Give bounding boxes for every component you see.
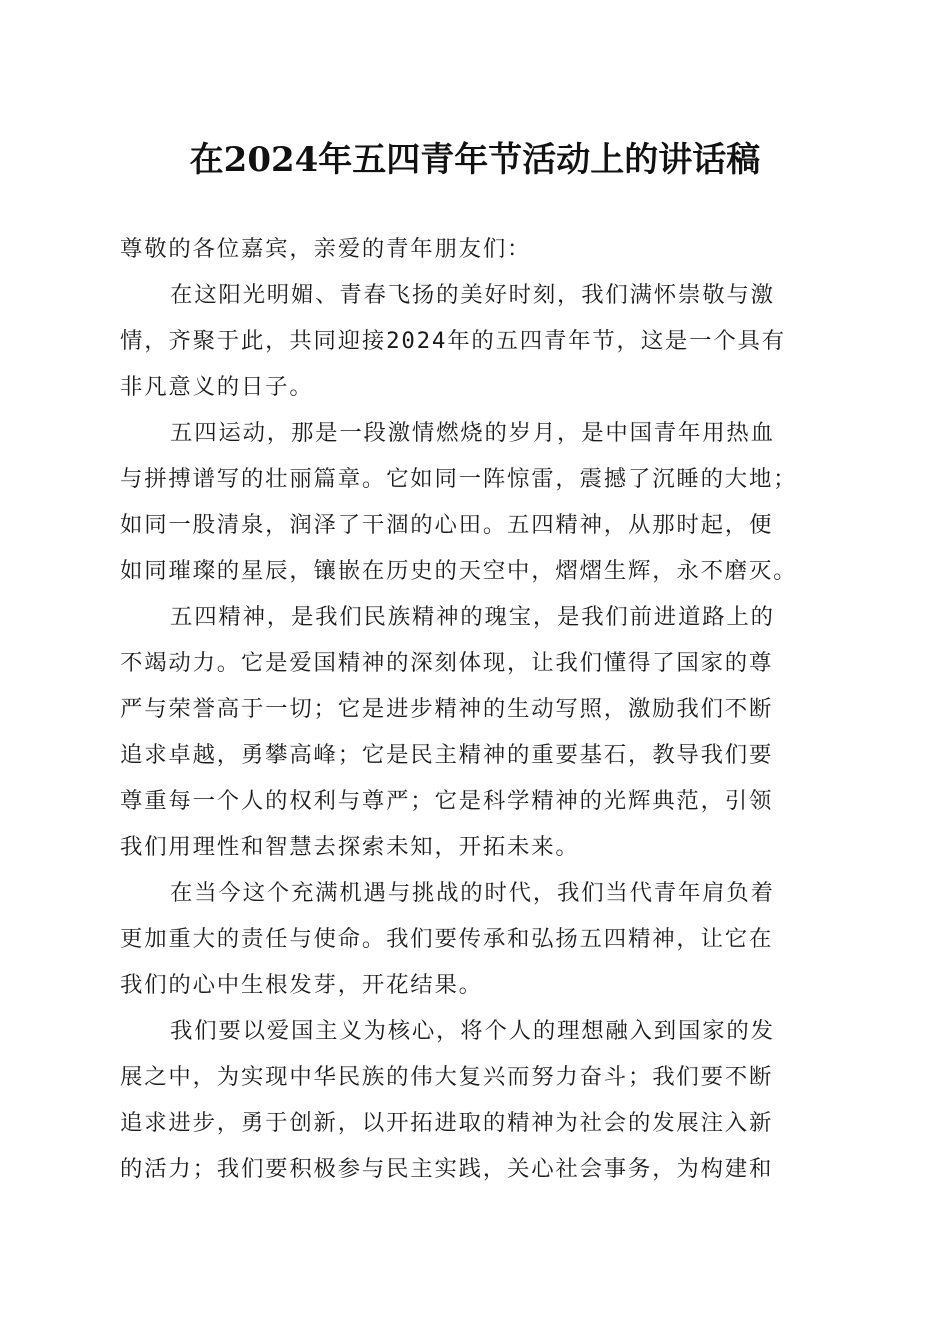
paragraph-2-line-3: 如同一股清泉，润泽了干涸的心田。五四精神，从那时起，便 [120, 512, 774, 538]
paragraph-5-line-1: 我们要以爱国主义为核心，将个人的理想融入到国家的发 [170, 1018, 775, 1044]
paragraph-3-line-4: 追求卓越，勇攀高峰；它是民主精神的重要基石，教导我们要 [120, 742, 774, 768]
paragraph-1-line-1: 在这阳光明媚、青春飞扬的美好时刻，我们满怀崇敬与激 [170, 282, 775, 308]
salutation: 尊敬的各位嘉宾，亲爱的青年朋友们： [120, 236, 532, 262]
paragraph-2-line-4: 如同璀璨的星辰，镶嵌在历史的天空中，熠熠生辉，永不磨灭。 [120, 558, 798, 584]
paragraph-3-line-2: 不竭动力。它是爱国精神的深刻体现，让我们懂得了国家的尊 [120, 650, 774, 676]
paragraph-2-line-1: 五四运动，那是一段激情燃烧的岁月，是中国青年用热血 [170, 420, 775, 446]
paragraph-4-line-2: 更加重大的责任与使命。我们要传承和弘扬五四精神，让它在 [120, 926, 774, 952]
paragraph-4-line-1: 在当今这个充满机遇与挑战的时代，我们当代青年肩负着 [170, 880, 775, 906]
paragraph-4-line-3: 我们的心中生根发芽，开花结果。 [120, 972, 483, 998]
page-title: 在2024年五四青年节活动上的讲话稿 [189, 140, 761, 180]
paragraph-5-line-3: 追求进步，勇于创新，以开拓进取的精神为社会的发展注入新 [120, 1110, 774, 1136]
paragraph-1-line-3: 非凡意义的日子。 [120, 374, 314, 400]
paragraph-2-line-2: 与拼搏谱写的壮丽篇章。它如同一阵惊雷，震撼了沉睡的大地； [120, 466, 798, 492]
paragraph-3-line-3: 严与荣誉高于一切；它是进步精神的生动写照，激励我们不断 [120, 696, 774, 722]
paragraph-1-line-2: 情，齐聚于此，共同迎接2024年的五四青年节，这是一个具有 [120, 328, 786, 354]
document-body [120, 226, 832, 1192]
paragraph-3-line-1: 五四精神，是我们民族精神的瑰宝，是我们前进道路上的 [170, 604, 775, 630]
paragraph-3-line-5: 尊重每一个人的权利与尊严；它是科学精神的光辉典范，引领 [120, 788, 774, 814]
paragraph-5-line-2: 展之中，为实现中华民族的伟大复兴而努力奋斗；我们要不断 [120, 1064, 774, 1090]
paragraph-3-line-6: 我们用理性和智慧去探索未知，开拓未来。 [120, 834, 580, 860]
paragraph-5-line-4: 的活力；我们要积极参与民主实践，关心社会事务，为构建和 [120, 1156, 774, 1182]
